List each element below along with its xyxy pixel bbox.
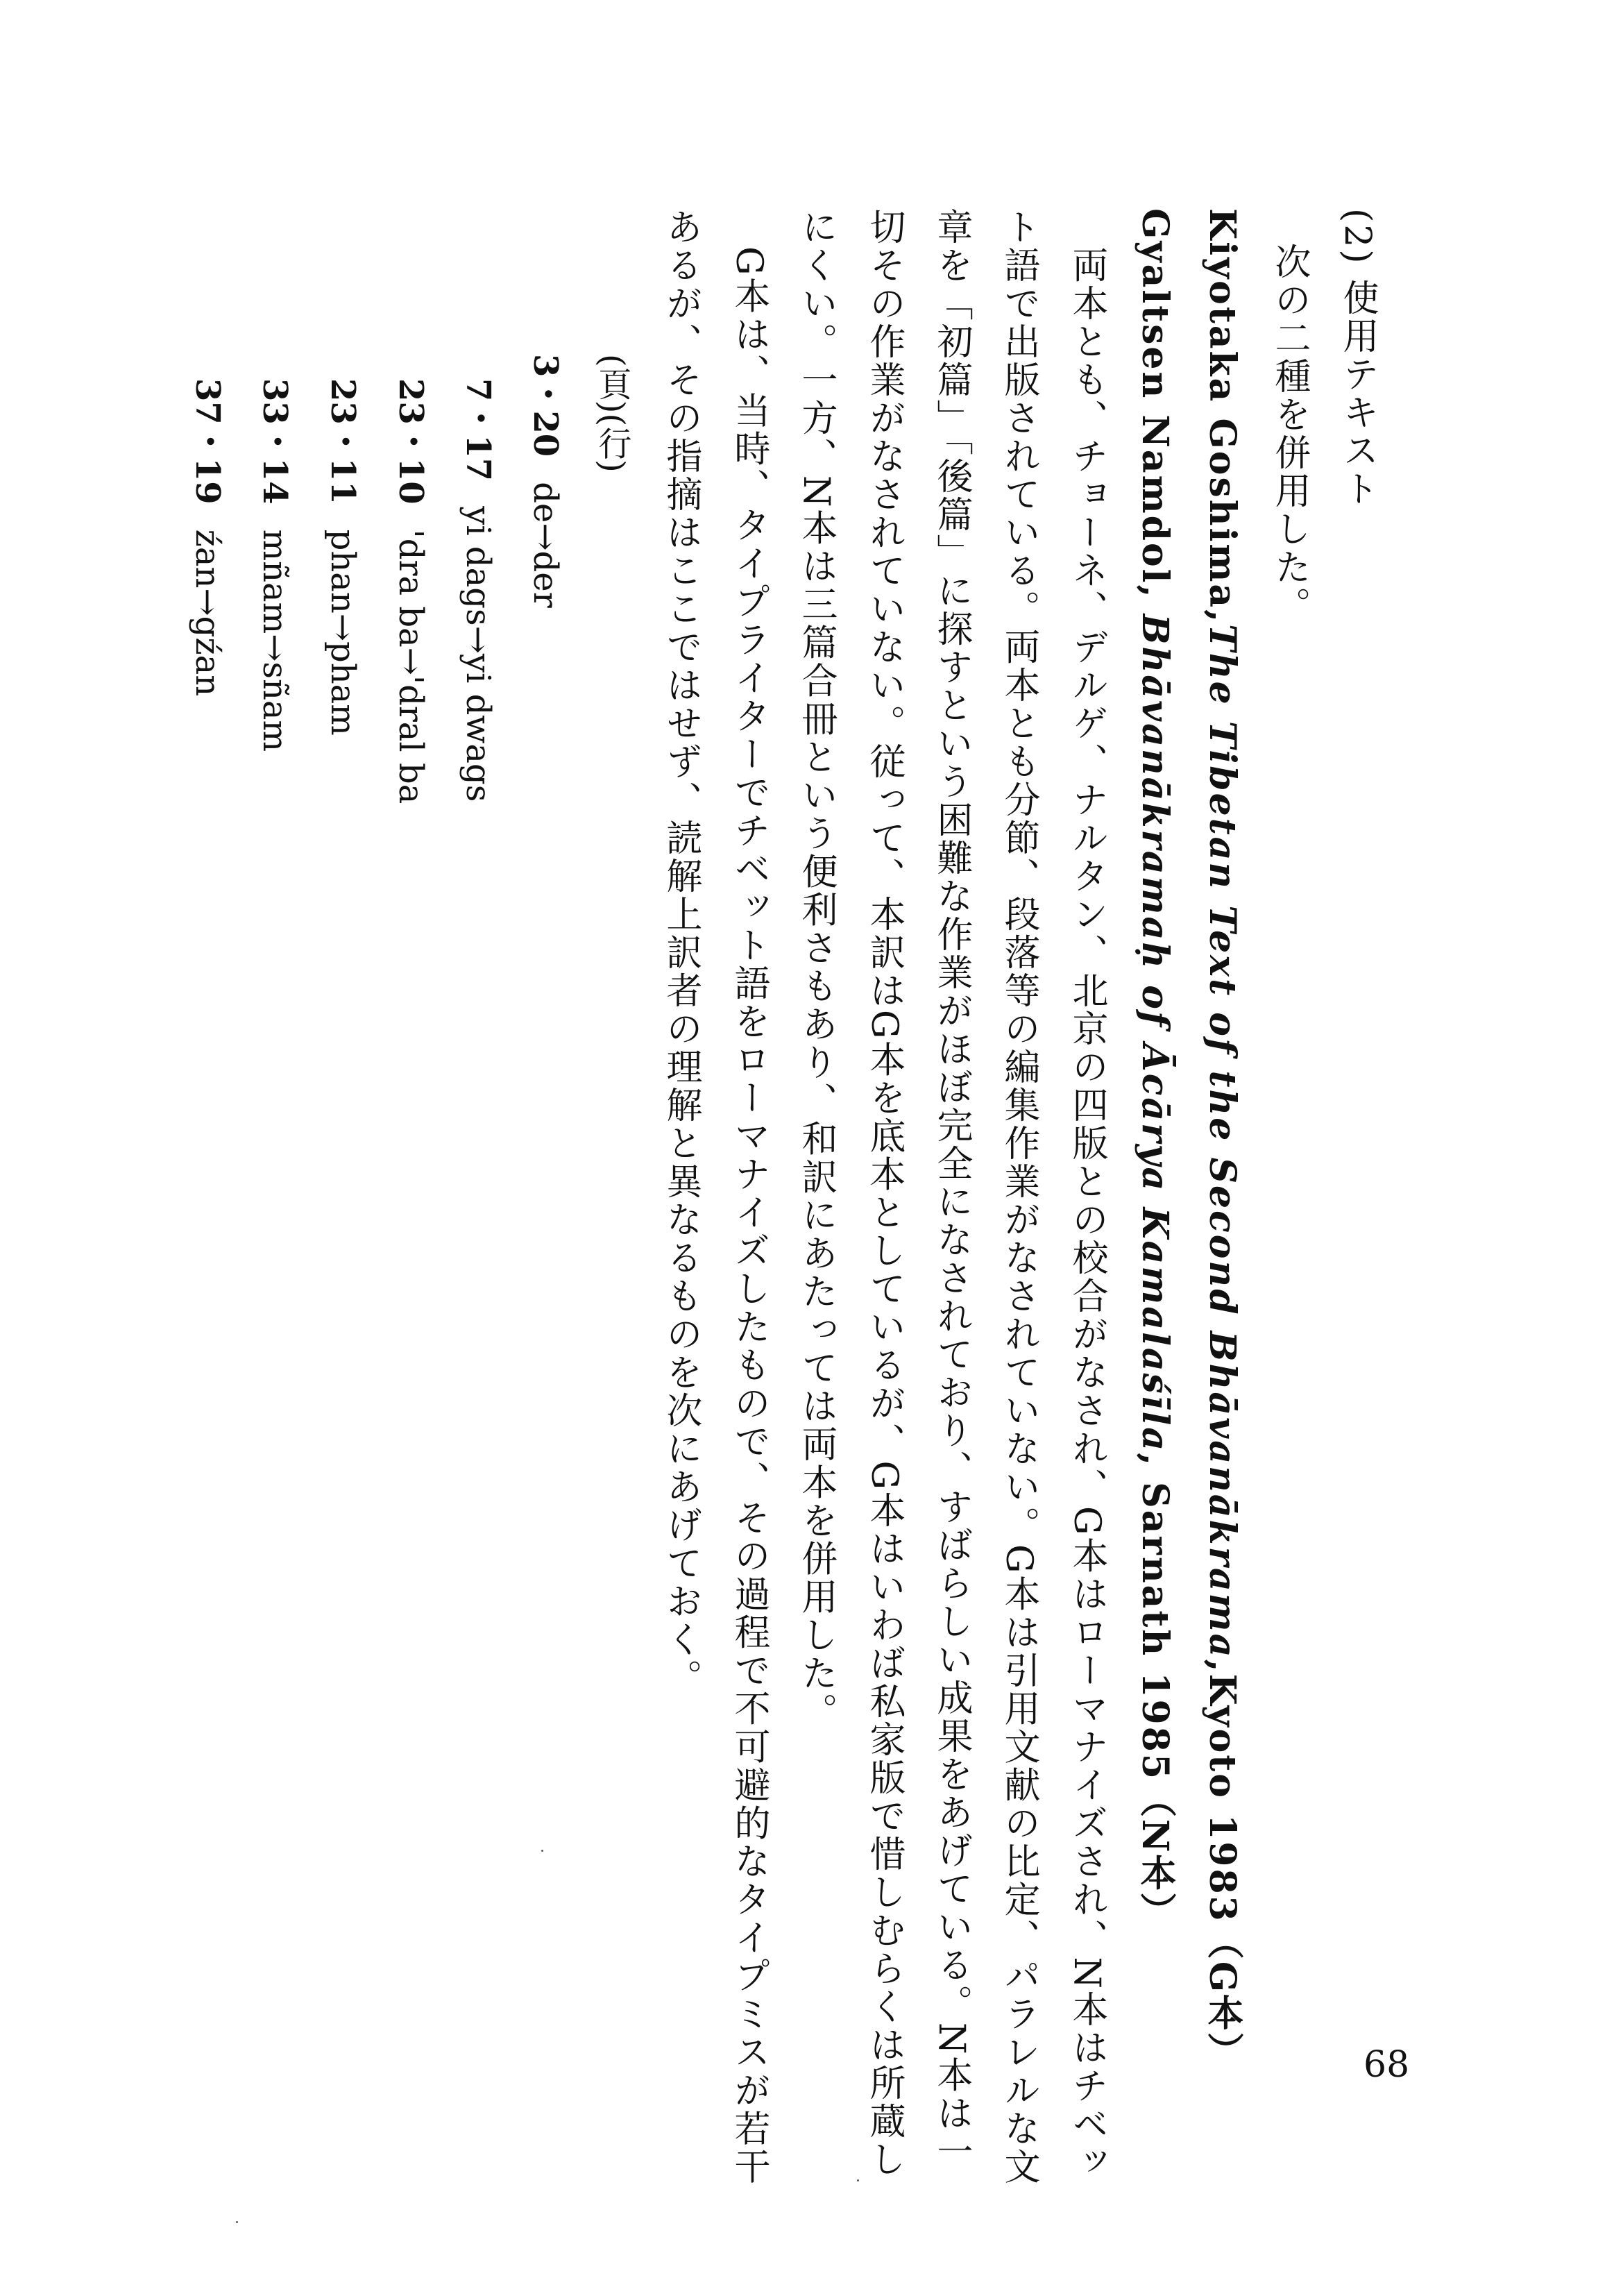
errata-header: (頁)(行) [593,354,631,473]
errata-correction: 'dra ba→'dral ba [391,529,430,804]
errata-row [391,378,430,804]
errata-correction: źan→gźan [188,529,227,697]
g-rest: ,Kyoto 1983（G本） [1201,1659,1243,2071]
body-line-5: にくい。一方、N本は三篇合冊という便利さもあり、和訳にあたっては両本を併用した。 [795,208,837,1731]
errata-row [188,378,227,697]
intro-line: 次の二種を併用した。 [1268,243,1310,625]
scan-speck [857,2179,859,2181]
g-title: The Tibetan Text of the Second Bhāvanākrama [1201,624,1243,1660]
page-number: 68 [1363,2044,1410,2086]
errata-row [526,354,565,608]
g-author: Kiyotaka Goshima, [1201,208,1243,625]
n-title: Bhāvanākramaḥ of Ācārya Kamalaśīla [1134,614,1176,1453]
errata-location: 23・11 [323,378,362,505]
scan-speck [236,2221,238,2223]
errata-location: 37・19 [188,378,227,505]
errata-location: 3・20 [526,354,565,457]
errata-row [255,378,294,752]
errata-row [459,378,498,802]
body-line-7: あるが、その指摘はここではせず、読解上訳者の理解と異なるものを次にあげておく。 [660,208,702,1697]
scan-speck [541,1850,543,1852]
g-text-citation [1201,208,1243,2071]
n-text-citation [1134,208,1176,1931]
body-line-1: 両本とも、チョーネ、デルゲ、ナルタン、北京の四版との校合がなされ、G本はローマナイズされ、N本はチベッ [1066,208,1107,2182]
n-author: Gyaltsen Namdol, [1134,208,1176,614]
n-rest: , Sarnath 1985（N本） [1134,1453,1176,1931]
body-line-4: 切その作業がなされていない。従って、本訳はG本を底本としているが、G本はいわば私家版で惜しむらくは所蔵し [863,208,905,2179]
errata-correction: yi dags→yi dwags [459,506,498,802]
errata-row [323,378,362,736]
errata-location: 33・14 [255,378,294,505]
body-line-6: G本は、当時、タイプライターでチベット語をローマナイズしたもので、その過程で不可避的なタイプミスが若干 [728,208,770,2186]
errata-correction: mñam→sñam [255,529,294,752]
errata-location: 23・10 [391,378,430,505]
body-line-3: 章を「初篇」「後篇」に探すという困難な作業がほぼ完全になされており、すばらしい成果をあげている。N本は一 [931,208,972,2171]
body-line-2: ト語で出版されている。両本とも分節、段落等の編集作業がなされていない。G本は引用文献の比定、パラレルな文 [998,208,1039,2186]
errata-location: 7・17 [459,378,498,482]
errata-correction: phan→pham [323,529,362,736]
errata-correction: de→der [526,482,565,608]
section-heading: (2) 使用テキスト [1336,208,1378,509]
